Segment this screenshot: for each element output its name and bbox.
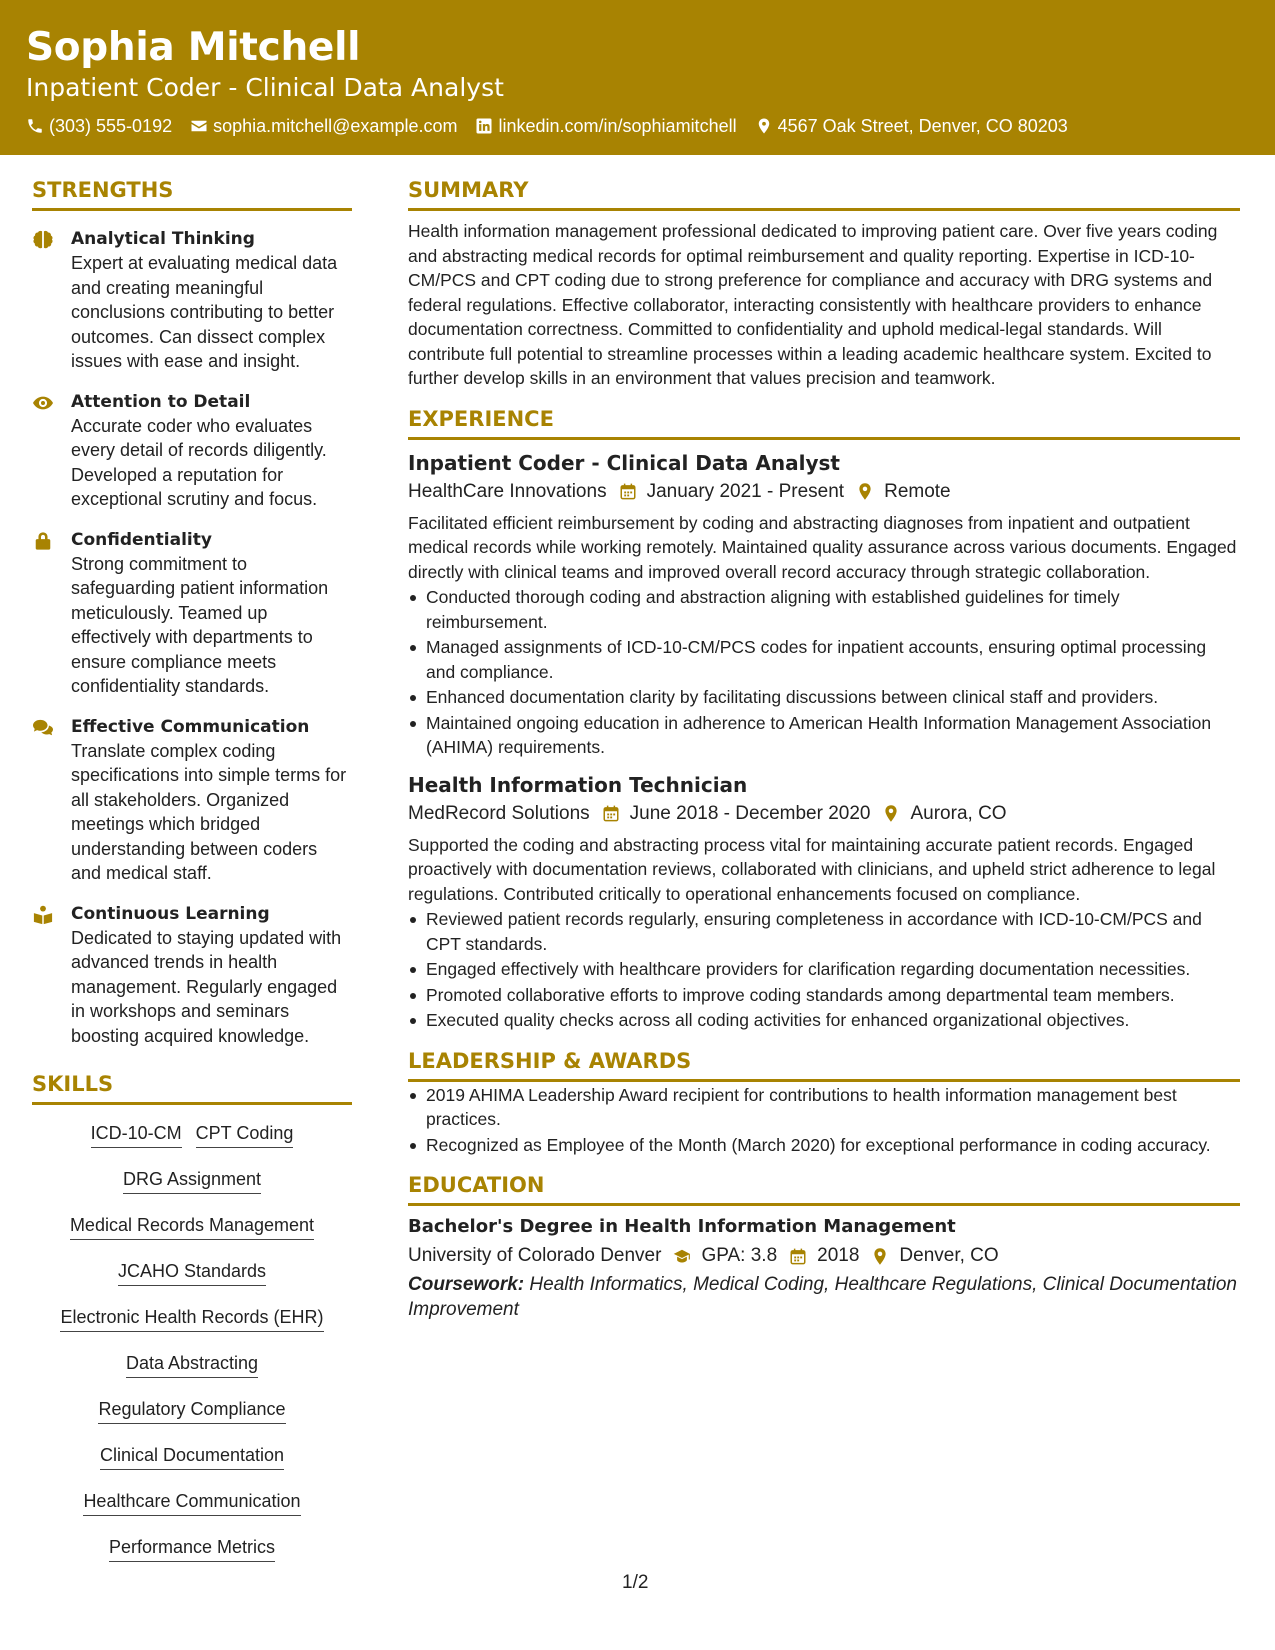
map-marker-icon	[856, 482, 874, 501]
phone-icon	[26, 117, 44, 135]
map-marker-icon	[755, 117, 773, 135]
job-meta	[408, 477, 1240, 507]
bullet-item: Reviewed patient records regularly, ensuring completeness in accordance with ICD-10-CM/PCS and CPT standards.	[408, 907, 1240, 956]
contact-address	[755, 114, 1068, 138]
strength-title: Analytical Thinking	[71, 229, 255, 249]
resume-header	[0, 0, 1275, 155]
envelope-icon	[190, 117, 208, 135]
job-location: Remote	[884, 480, 951, 502]
skill-tag: Healthcare Communication	[83, 1489, 300, 1516]
map-marker-icon	[871, 1247, 889, 1266]
strength-desc: Accurate coder who evaluates every detail of records diligently. Developed a reputation for exceptional scrutiny and focus.	[71, 415, 327, 509]
strength-item	[32, 528, 352, 699]
job-title: Inpatient Coder - Clinical Data Analyst	[408, 450, 840, 475]
awards-list	[408, 1083, 1240, 1158]
job-bullets	[408, 585, 1240, 760]
strength-item	[32, 227, 352, 374]
graduation-cap-icon	[673, 1247, 691, 1266]
lock-icon	[32, 531, 54, 551]
award-item: 2019 AHIMA Leadership Award recipient for contributions to health information management best practices.	[408, 1083, 1240, 1132]
strength-item	[32, 715, 352, 886]
contact-bar	[26, 114, 1249, 138]
bullet-item: Promoted collaborative efforts to improve coding standards among departmental team members.	[408, 983, 1240, 1008]
summary-heading: SUMMARY	[408, 176, 1240, 211]
school-location: Denver, CO	[899, 1245, 999, 1266]
left-column	[32, 176, 352, 1581]
right-column	[408, 176, 1240, 1322]
degree-title: Bachelor's Degree in Health Information Management	[408, 1216, 956, 1237]
skill-tag: DRG Assignment	[123, 1167, 261, 1194]
strength-item	[32, 390, 352, 512]
strength-title: Confidentiality	[71, 529, 212, 550]
experience-heading: EXPERIENCE	[408, 405, 1240, 440]
bullet-item: Maintained ongoing education in adherence to American Health Information Management Association (AHIMA) requirements.	[408, 711, 1240, 760]
book-reader-icon	[32, 905, 54, 925]
strength-title: Attention to Detail	[71, 391, 251, 412]
job-title: Health Information Technician	[408, 772, 748, 797]
calendar-icon	[619, 482, 637, 501]
candidate-name: Sophia Mitchell	[26, 25, 361, 70]
education-meta	[408, 1241, 1240, 1271]
email-text: sophia.mitchell@example.com	[213, 116, 458, 136]
strength-desc: Translate complex coding specifications into simple terms for all stakeholders. Organized meetings which bridged understanding between coders and medical staff.	[71, 740, 347, 883]
strength-title: Continuous Learning	[71, 903, 270, 924]
map-marker-icon	[882, 804, 900, 823]
gpa-text: GPA: 3.8	[701, 1245, 778, 1266]
bullet-item: Conducted thorough coding and abstraction aligning with established guidelines for timely reimbursement.	[408, 585, 1240, 634]
school-name: University of Colorado Denver	[408, 1245, 662, 1266]
summary-text: Health information management professional dedicated to improving patient care. Over five years coding and abstracting medical records for optimal reimbursement and quality reporting. Expertise in ICD-10-CM/PCS and CPT coding due to strong preference for compliance and accuracy with DRG systems and federal regulations. Effective collaborator, interacting consistently with healthcare providers to enhance documentation correctness. Committed to confidentiality and uphold medical-legal standards. Will contribute full potential to streamline processes within a leading academic healthcare system. Excited to further develop skills in an environment that values precision and teamwork.	[408, 221, 1218, 388]
eye-icon	[32, 393, 54, 413]
contact-phone[interactable]	[26, 114, 172, 138]
bullet-item: Executed quality checks across all coding activities for enhanced organizational objectives.	[408, 1008, 1240, 1033]
calendar-icon	[602, 804, 620, 823]
skill-tag: Clinical Documentation	[100, 1443, 284, 1470]
skill-tag: ICD-10-CM	[91, 1121, 182, 1148]
skill-tag: Regulatory Compliance	[98, 1397, 285, 1424]
linkedin-text: linkedin.com/in/sophiamitchell	[498, 116, 737, 136]
bullet-item: Enhanced documentation clarity by facilitating discussions between clinical staff and providers.	[408, 685, 1240, 710]
job-meta	[408, 799, 1240, 829]
strength-item	[32, 902, 352, 1049]
contact-linkedin[interactable]	[475, 114, 736, 138]
contact-email[interactable]	[190, 114, 457, 138]
job-dates: January 2021 - Present	[646, 480, 845, 502]
coursework	[408, 1273, 1240, 1322]
skills-list	[32, 1121, 352, 1581]
calendar-icon	[789, 1247, 807, 1266]
coursework-label: Coursework:	[408, 1274, 525, 1295]
strength-desc: Strong commitment to safeguarding patient information meticulously. Teamed up effectively with departments to ensure compliance meets confidentiality standards.	[71, 553, 329, 696]
coursework-list: Health Informatics, Medical Coding, Healthcare Regulations, Clinical Documentation Improvement	[408, 1274, 1237, 1320]
job-description: Supported the coding and abstracting process vital for maintaining accurate patient records. Engaged proactively with documentation reviews, collaborated with clinicians, and upheld strict adherence to legal regulations. Contributed critically to operational enhancements focused on compliance.	[408, 834, 1216, 904]
comments-icon	[32, 718, 54, 738]
skill-tag: JCAHO Standards	[118, 1259, 266, 1286]
skill-tag: Medical Records Management	[70, 1213, 314, 1240]
award-item: Recognized as Employee of the Month (March 2020) for exceptional performance in coding accuracy.	[408, 1133, 1240, 1158]
skill-tag: Data Abstracting	[126, 1351, 258, 1378]
phone-text: (303) 555-0192	[49, 116, 173, 136]
job-dates: June 2018 - December 2020	[629, 802, 871, 824]
company-name: MedRecord Solutions	[408, 802, 590, 824]
skill-tag: Performance Metrics	[109, 1535, 275, 1562]
skill-tag: Electronic Health Records (EHR)	[60, 1305, 323, 1332]
linkedin-icon	[475, 117, 493, 135]
job-entry	[408, 772, 1240, 1033]
skills-heading: SKILLS	[32, 1070, 352, 1105]
strength-desc: Expert at evaluating medical data and creating meaningful conclusions contributing to better outcomes. Can dissect complex issues with ease and insight.	[71, 253, 338, 371]
address-text: 4567 Oak Street, Denver, CO 80203	[777, 116, 1068, 136]
graduation-year: 2018	[817, 1245, 860, 1266]
bullet-item: Managed assignments of ICD-10-CM/PCS codes for inpatient accounts, ensuring optimal processing and compliance.	[408, 635, 1240, 684]
skill-tag: CPT Coding	[196, 1121, 294, 1148]
job-bullets	[408, 907, 1240, 1033]
brain-icon	[32, 230, 54, 250]
strength-title: Effective Communication	[71, 716, 310, 737]
strengths-heading: STRENGTHS	[32, 176, 352, 211]
company-name: HealthCare Innovations	[408, 480, 607, 502]
job-entry	[408, 450, 1240, 760]
bullet-item: Engaged effectively with healthcare providers for clarification regarding documentation necessities.	[408, 957, 1240, 982]
awards-heading: LEADERSHIP & AWARDS	[408, 1047, 1240, 1082]
page-number: 1/2	[622, 1572, 649, 1593]
job-location: Aurora, CO	[910, 802, 1007, 824]
education-heading: EDUCATION	[408, 1171, 1240, 1206]
candidate-title: Inpatient Coder - Clinical Data Analyst	[26, 73, 504, 102]
job-description: Facilitated efficient reimbursement by coding and abstracting diagnoses from inpatient and outpatient medical records while working remotely. Maintained quality assurance across various documents. Engaged directly with clinical teams and improved overall record accuracy through strategic collaboration.	[408, 512, 1237, 582]
strength-desc: Dedicated to staying updated with advanced trends in health management. Regularly engaged in workshops and seminars boosting acquired knowledge.	[71, 927, 342, 1046]
